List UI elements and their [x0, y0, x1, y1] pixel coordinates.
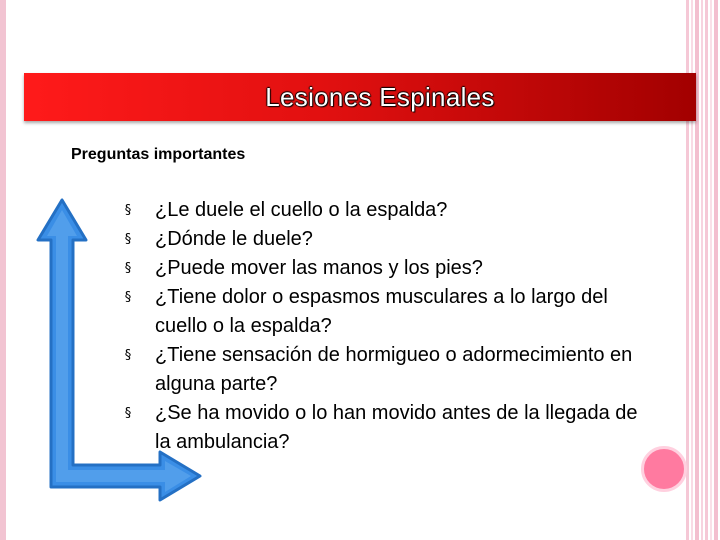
bullet-text: ¿Dónde le duele?: [155, 228, 313, 250]
bullet-text: ¿Puede mover las manos y los pies?: [155, 257, 483, 279]
list-item: [120, 254, 640, 283]
bullet-list: [120, 196, 640, 457]
list-item: [120, 399, 640, 457]
bullet-marker: §: [124, 348, 132, 363]
slide-title: Lesiones Espinales: [265, 82, 495, 112]
bullet-text: ¿Le duele el cuello o la espalda?: [155, 199, 448, 221]
slide-subtitle: Preguntas importantes: [71, 146, 246, 163]
bullet-marker: §: [124, 261, 132, 276]
bullet-marker: §: [124, 203, 132, 218]
bullet-marker: §: [124, 406, 132, 421]
list-item: [120, 196, 640, 225]
bullet-marker: §: [124, 290, 132, 305]
list-item: [120, 341, 640, 399]
bullet-marker: §: [124, 232, 132, 247]
list-item: [120, 225, 640, 254]
pink-circle-icon: [641, 446, 687, 492]
bullet-text: ¿Se ha movido o lo han movido antes de la llegada de la ambulancia?: [155, 402, 638, 453]
list-item: [120, 283, 640, 341]
bullet-text: ¿Tiene dolor o espasmos musculares a lo largo del cuello o la espalda?: [155, 286, 608, 337]
bullet-text: ¿Tiene sensación de hormigueo o adormecimiento en alguna parte?: [155, 344, 633, 395]
